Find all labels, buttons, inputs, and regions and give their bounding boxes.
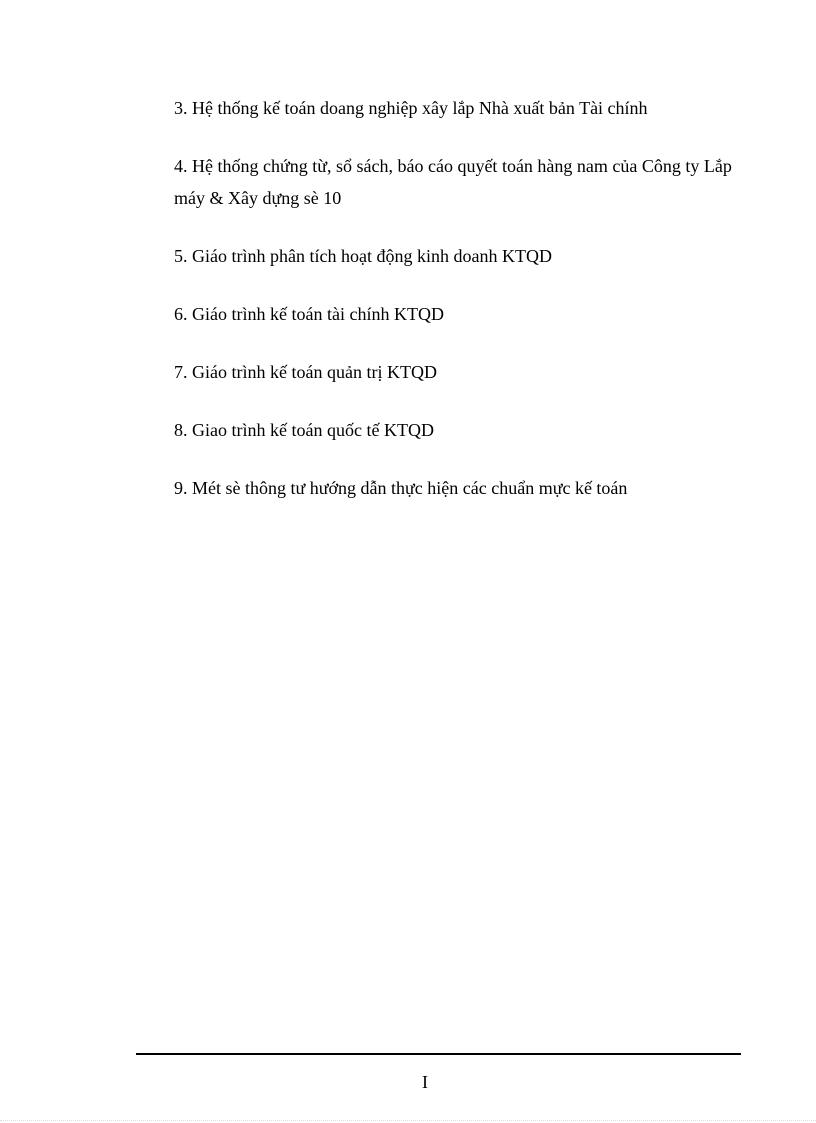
reference-item-9: 9. Mét sè thông tư hướng dẫn thực hiện các chuẩn mực kế toán [174,478,628,498]
reference-list [174,92,744,530]
reference-item-4: 4. Hệ thống chứng từ, sổ sách, báo cáo quyết toán hàng nam của Công ty Lắp máy & Xây dựng sè 10 [174,156,732,208]
page-number: I [422,1072,428,1092]
reference-item-7: 7. Giáo trình kế toán quản trị KTQD [174,362,437,382]
reference-item-3: 3. Hệ thống kế toán doang nghiệp xây lắp Nhà xuất bản Tài chính [174,98,648,118]
reference-item-5: 5. Giáo trình phân tích hoạt động kinh doanh KTQD [174,246,552,266]
reference-item-8: 8. Giao trình kế toán quốc tế KTQD [174,420,434,440]
reference-item-6: 6. Giáo trình kế toán tài chính KTQD [174,304,444,324]
page-bottom-border [0,1120,816,1121]
footer-divider [136,1053,741,1055]
